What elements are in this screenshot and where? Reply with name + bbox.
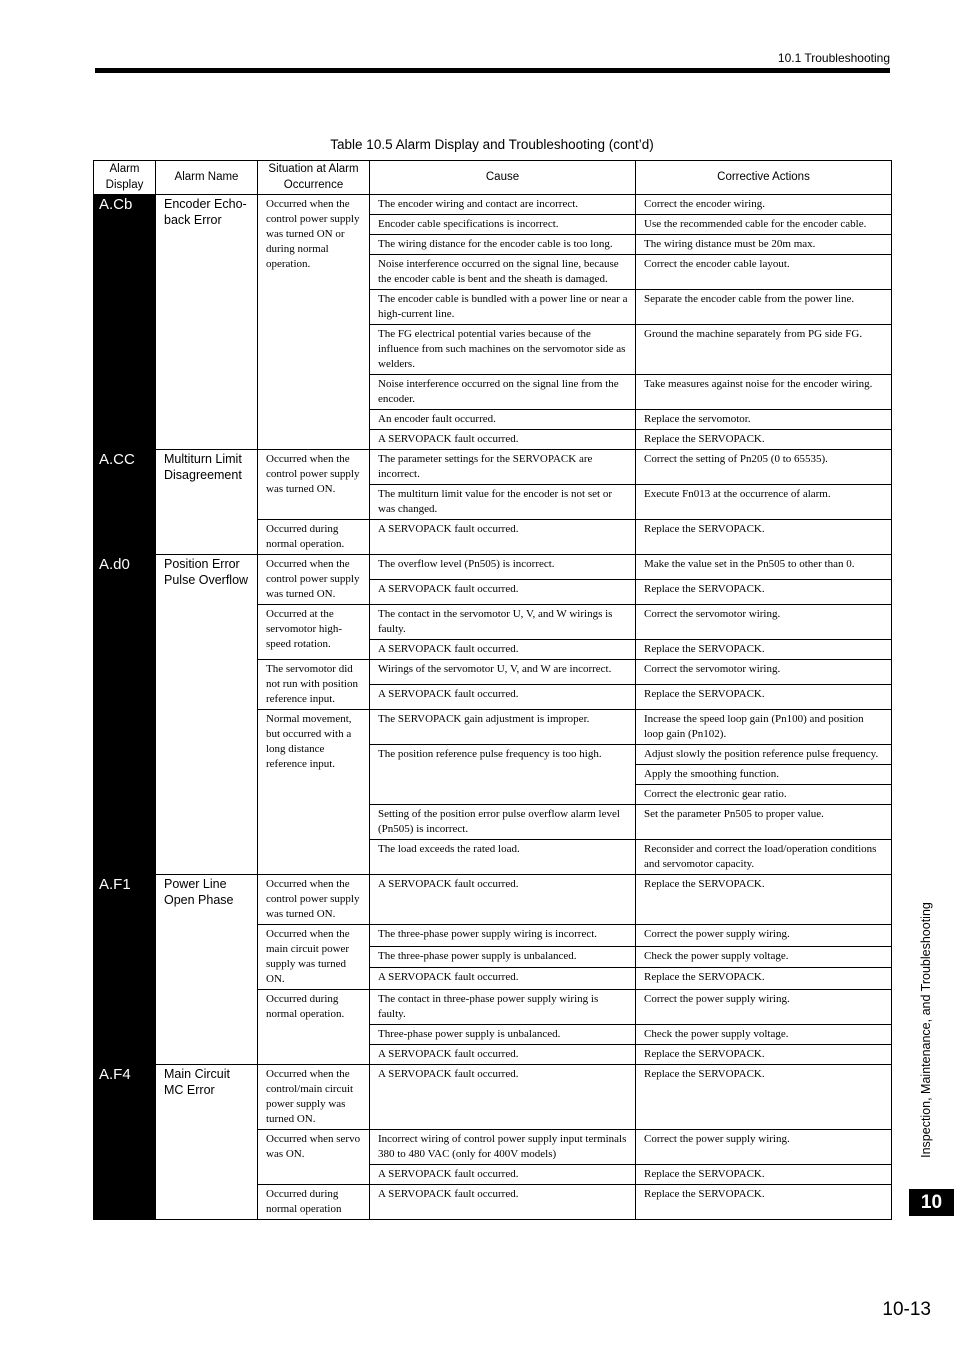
alarm-cause: Three-phase power supply is unbalanced. <box>370 1025 636 1045</box>
alarm-cause: A SERVOPACK fault occurred. <box>370 875 636 925</box>
alarm-situation: Occurred when the control power supply was turned ON. <box>258 450 370 520</box>
alarm-name: Multiturn Limit Disagreement <box>156 450 258 555</box>
table-header-row <box>94 161 892 195</box>
corrective-action: Replace the SERVOPACK. <box>636 520 892 555</box>
alarm-cause: A SERVOPACK fault occurred. <box>370 640 636 660</box>
alarm-name: Encoder Echo-back Error <box>156 195 258 450</box>
alarm-cause: Wirings of the servomotor U, V, and W are incorrect. <box>370 660 636 685</box>
corrective-action: Take measures against noise for the encoder wiring. <box>636 375 892 410</box>
alarm-cause: The multiturn limit value for the encoder is not set or was changed. <box>370 485 636 520</box>
alarm-cause: The load exceeds the rated load. <box>370 840 636 875</box>
corrective-action: Replace the SERVOPACK. <box>636 1045 892 1065</box>
alarm-situation: Occurred when servo was ON. <box>258 1130 370 1185</box>
alarm-cause: The SERVOPACK gain adjustment is improper. <box>370 710 636 745</box>
corrective-action: Check the power supply voltage. <box>636 946 892 968</box>
alarm-troubleshooting-table <box>93 160 892 1220</box>
alarm-name: Main Circuit MC Error <box>156 1065 258 1220</box>
corrective-action: Replace the SERVOPACK. <box>636 1185 892 1220</box>
corrective-action: Correct the power supply wiring. <box>636 990 892 1025</box>
corrective-action: Use the recommended cable for the encoder cable. <box>636 215 892 235</box>
corrective-action: Increase the speed loop gain (Pn100) and position loop gain (Pn102). <box>636 710 892 745</box>
alarm-cause: Encoder cable specifications is incorrect. <box>370 215 636 235</box>
alarm-name: Position Error Pulse Overflow <box>156 555 258 875</box>
alarm-cause: The encoder wiring and contact are incorrect. <box>370 195 636 215</box>
alarm-cause: The position reference pulse frequency is too high. <box>370 745 636 805</box>
alarm-situation: Occurred when the control power supply was turned ON. <box>258 875 370 925</box>
alarm-situation: Occurred during normal operation <box>258 1185 370 1220</box>
alarm-situation: Occurred during normal operation. <box>258 520 370 555</box>
corrective-action: Adjust slowly the position reference pulse frequency. <box>636 745 892 765</box>
alarm-cause: A SERVOPACK fault occurred. <box>370 1065 636 1130</box>
column-header-alarm-name: Alarm Name <box>156 161 258 195</box>
column-header-corrective-actions: Corrective Actions <box>636 161 892 195</box>
alarm-situation: The servomotor did not run with position reference input. <box>258 660 370 710</box>
corrective-action: Apply the smoothing function. <box>636 765 892 785</box>
alarm-cause: The FG electrical potential varies because of the influence from such machines on the servomotor side as welders. <box>370 325 636 375</box>
corrective-action: Separate the encoder cable from the power line. <box>636 290 892 325</box>
corrective-action: Correct the setting of Pn205 (0 to 65535). <box>636 450 892 485</box>
alarm-situation: Occurred when the control/main circuit power supply was turned ON. <box>258 1065 370 1130</box>
corrective-action: Correct the power supply wiring. <box>636 925 892 947</box>
corrective-action: Check the power supply voltage. <box>636 1025 892 1045</box>
corrective-action: Replace the SERVOPACK. <box>636 685 892 710</box>
corrective-action: Replace the SERVOPACK. <box>636 1065 892 1130</box>
alarm-cause: Setting of the position error pulse overflow alarm level (Pn505) is incorrect. <box>370 805 636 840</box>
alarm-cause: Incorrect wiring of control power supply input terminals 380 to 480 VAC (only for 400V models) <box>370 1130 636 1165</box>
alarm-code: A.F1 <box>94 875 156 1065</box>
alarm-cause: A SERVOPACK fault occurred. <box>370 1165 636 1185</box>
alarm-situation: Occurred during normal operation. <box>258 990 370 1065</box>
alarm-cause: Noise interference occurred on the signal line from the encoder. <box>370 375 636 410</box>
alarm-situation: Occurred when the control power supply was turned ON. <box>258 555 370 605</box>
alarm-code: A.CC <box>94 450 156 555</box>
alarm-cause: The three-phase power supply is unbalanced. <box>370 946 636 968</box>
corrective-action: Replace the SERVOPACK. <box>636 640 892 660</box>
table-body <box>94 195 892 1220</box>
corrective-action: Replace the servomotor. <box>636 410 892 430</box>
alarm-code: A.F4 <box>94 1065 156 1220</box>
table-row <box>94 450 892 485</box>
corrective-action: Reconsider and correct the load/operation conditions and servomotor capacity. <box>636 840 892 875</box>
alarm-situation: Occurred at the servomotor high-speed rotation. <box>258 605 370 660</box>
alarm-situation: Occurred when the main circuit power supply was turned ON. <box>258 925 370 990</box>
alarm-cause: The overflow level (Pn505) is incorrect. <box>370 555 636 580</box>
chapter-number-tab: 10 <box>909 1189 954 1216</box>
alarm-cause: An encoder fault occurred. <box>370 410 636 430</box>
corrective-action: Execute Fn013 at the occurrence of alarm. <box>636 485 892 520</box>
alarm-situation: Occurred when the control power supply was turned ON or during normal operation. <box>258 195 370 450</box>
chapter-side-label: Inspection, Maintenance, and Troubleshooting <box>919 902 933 1158</box>
alarm-cause: A SERVOPACK fault occurred. <box>370 520 636 555</box>
corrective-action: Ground the machine separately from PG side FG. <box>636 325 892 375</box>
alarm-code: A.Cb <box>94 195 156 450</box>
alarm-name: Power Line Open Phase <box>156 875 258 1065</box>
running-header: 10.1 Troubleshooting <box>777 51 890 65</box>
alarm-cause: The encoder cable is bundled with a power line or near a high-current line. <box>370 290 636 325</box>
corrective-action: The wiring distance must be 20m max. <box>636 235 892 255</box>
alarm-situation: Normal movement, but occurred with a long distance reference input. <box>258 710 370 875</box>
alarm-cause: A SERVOPACK fault occurred. <box>370 580 636 605</box>
corrective-action: Correct the power supply wiring. <box>636 1130 892 1165</box>
table-row <box>94 1065 892 1130</box>
alarm-code: A.d0 <box>94 555 156 875</box>
corrective-action: Replace the SERVOPACK. <box>636 875 892 925</box>
corrective-action: Replace the SERVOPACK. <box>636 430 892 450</box>
page-number: 10-13 <box>882 1299 931 1320</box>
header-rule <box>95 68 890 73</box>
alarm-cause: A SERVOPACK fault occurred. <box>370 968 636 990</box>
table-row <box>94 195 892 215</box>
table-row <box>94 875 892 925</box>
alarm-cause: The contact in the servomotor U, V, and W wirings is faulty. <box>370 605 636 640</box>
column-header-cause: Cause <box>370 161 636 195</box>
alarm-cause: The wiring distance for the encoder cable is too long. <box>370 235 636 255</box>
alarm-cause: A SERVOPACK fault occurred. <box>370 685 636 710</box>
alarm-cause: The parameter settings for the SERVOPACK are incorrect. <box>370 450 636 485</box>
corrective-action: Replace the SERVOPACK. <box>636 968 892 990</box>
column-header-situation: Situation at Alarm Occurrence <box>258 161 370 195</box>
alarm-cause: The contact in three-phase power supply wiring is faulty. <box>370 990 636 1025</box>
corrective-action: Correct the servomotor wiring. <box>636 660 892 685</box>
corrective-action: Correct the encoder cable layout. <box>636 255 892 290</box>
alarm-cause: A SERVOPACK fault occurred. <box>370 1185 636 1220</box>
alarm-cause: The three-phase power supply wiring is incorrect. <box>370 925 636 947</box>
column-header-alarm-display: Alarm Display <box>94 161 156 195</box>
corrective-action: Make the value set in the Pn505 to other than 0. <box>636 555 892 580</box>
corrective-action: Correct the encoder wiring. <box>636 195 892 215</box>
corrective-action: Set the parameter Pn505 to proper value. <box>636 805 892 840</box>
corrective-action: Correct the servomotor wiring. <box>636 605 892 640</box>
corrective-action: Replace the SERVOPACK. <box>636 580 892 605</box>
table-title: Table 10.5 Alarm Display and Troubleshooting (cont’d) <box>330 137 654 152</box>
alarm-cause: A SERVOPACK fault occurred. <box>370 1045 636 1065</box>
table-row <box>94 555 892 580</box>
alarm-cause: A SERVOPACK fault occurred. <box>370 430 636 450</box>
corrective-action: Replace the SERVOPACK. <box>636 1165 892 1185</box>
corrective-action: Correct the electronic gear ratio. <box>636 785 892 805</box>
alarm-cause: Noise interference occurred on the signal line, because the encoder cable is bent and the sheath is damaged. <box>370 255 636 290</box>
